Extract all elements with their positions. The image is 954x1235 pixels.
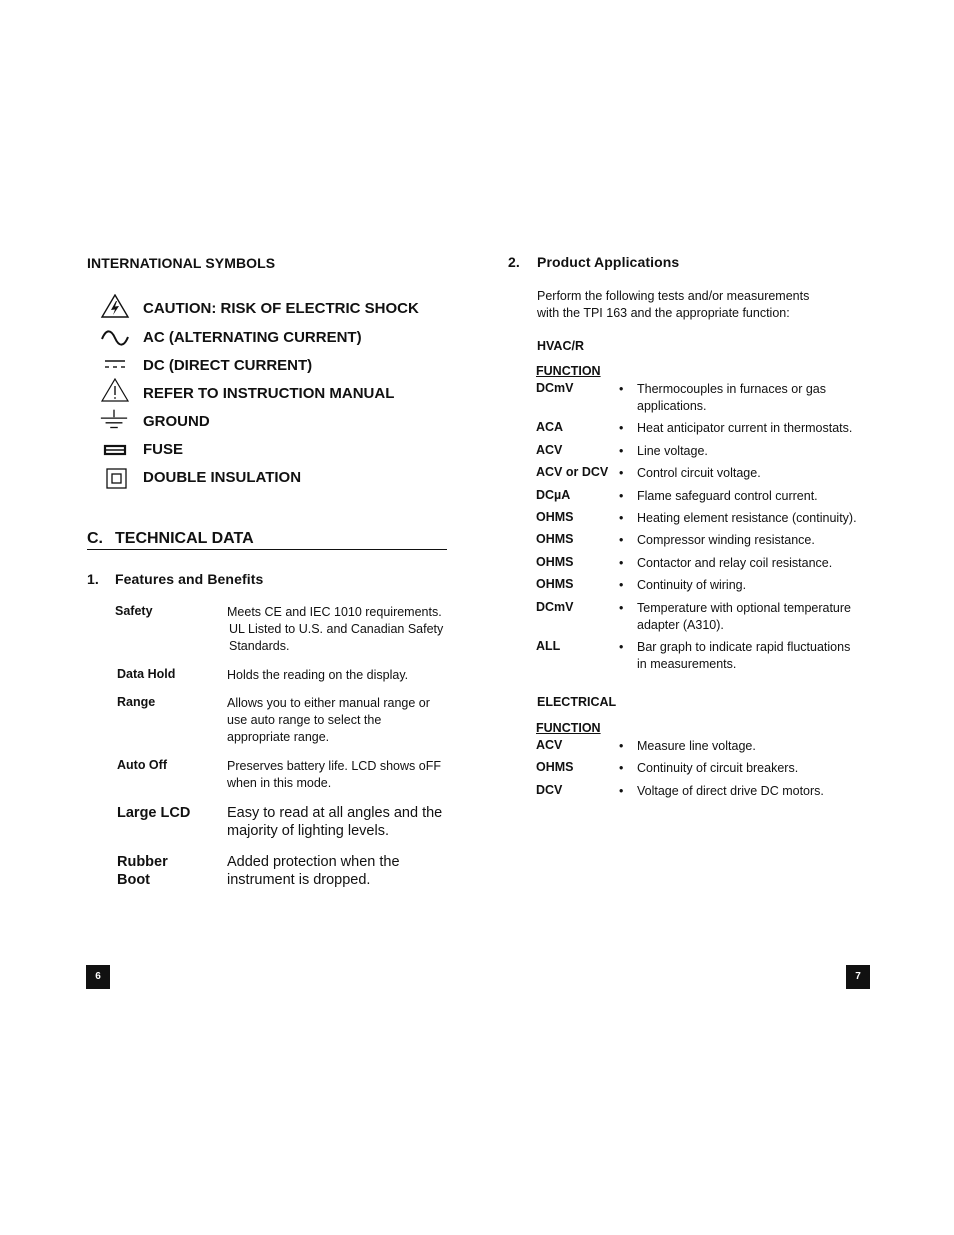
page-number-right: 7 bbox=[846, 965, 870, 989]
function-name: ALL bbox=[536, 639, 561, 653]
tech-data-title: TECHNICAL DATA bbox=[115, 530, 254, 547]
feature-term: Large LCD bbox=[117, 805, 191, 821]
bullet: • bbox=[619, 761, 624, 775]
double-insulation-icon bbox=[101, 467, 131, 491]
feature-term: Data Hold bbox=[117, 667, 176, 681]
symbols-heading: INTERNATIONAL SYMBOLS bbox=[87, 255, 276, 271]
bullet: • bbox=[619, 784, 624, 798]
electrical-heading: ELECTRICAL bbox=[537, 695, 617, 709]
dc-current-icon bbox=[100, 353, 130, 377]
application-description: Bar graph to indicate rapid fluctuations in measurements. bbox=[637, 640, 851, 671]
application-description: Heat anticipator current in thermostats. bbox=[637, 421, 853, 435]
function-name: OHMS bbox=[536, 577, 574, 591]
function-label: FUNCTION bbox=[536, 721, 601, 735]
function-name: OHMS bbox=[536, 510, 574, 524]
bullet: • bbox=[619, 601, 624, 615]
function-name: OHMS bbox=[536, 555, 574, 569]
application-description: Control circuit voltage. bbox=[637, 466, 761, 480]
function-name: DCmV bbox=[536, 600, 574, 614]
function-name: DCmV bbox=[536, 381, 574, 395]
bullet: • bbox=[619, 466, 624, 480]
symbol-label: REFER TO INSTRUCTION MANUAL bbox=[143, 385, 395, 402]
function-name: DCµA bbox=[536, 488, 571, 502]
symbol-label: AC (ALTERNATING CURRENT) bbox=[143, 329, 362, 346]
hvac-heading: HVAC/R bbox=[537, 339, 584, 353]
function-name: ACA bbox=[536, 420, 564, 434]
feature-term: Rubber Boot bbox=[117, 854, 168, 888]
application-description: Temperature with optional temperature adapter (A310). bbox=[637, 601, 852, 632]
bullet: • bbox=[619, 533, 624, 547]
feature-term: Safety bbox=[115, 604, 153, 618]
ac-sine-wave-icon bbox=[100, 326, 130, 350]
function-name: ACV or DCV bbox=[536, 465, 609, 479]
feature-description: Added protection when the instrument is dropped. bbox=[227, 854, 400, 888]
symbol-label: FUSE bbox=[143, 441, 184, 458]
features-number: 1. bbox=[87, 571, 99, 587]
features-title: Features and Benefits bbox=[115, 571, 264, 587]
symbol-label: DOUBLE INSULATION bbox=[143, 469, 302, 486]
apps-number: 2. bbox=[508, 254, 520, 270]
feature-term: Auto Off bbox=[117, 758, 167, 772]
application-description: Contactor and relay coil resistance. bbox=[637, 556, 833, 570]
application-description: Continuity of wiring. bbox=[637, 578, 747, 592]
fuse-icon bbox=[100, 438, 130, 462]
section-rule bbox=[87, 549, 447, 550]
bullet: • bbox=[619, 640, 624, 654]
symbol-label: CAUTION: RISK OF ELECTRIC SHOCK bbox=[143, 300, 419, 317]
application-description: Measure line voltage. bbox=[637, 739, 756, 753]
bullet: • bbox=[619, 489, 624, 503]
bullet: • bbox=[619, 578, 624, 592]
application-description: Continuity of circuit breakers. bbox=[637, 761, 799, 775]
symbol-label: DC (DIRECT CURRENT) bbox=[143, 357, 313, 374]
function-name: OHMS bbox=[536, 760, 574, 774]
ground-icon bbox=[99, 408, 129, 432]
bullet: • bbox=[619, 556, 624, 570]
apps-title: Product Applications bbox=[537, 254, 680, 270]
function-name: DCV bbox=[536, 783, 563, 797]
application-description: Flame safeguard control current. bbox=[637, 489, 818, 503]
function-name: ACV bbox=[536, 443, 563, 457]
application-description: Compressor winding resistance. bbox=[637, 533, 815, 547]
feature-description: Holds the reading on the display. bbox=[227, 668, 409, 682]
application-description: Voltage of direct drive DC motors. bbox=[637, 784, 824, 798]
bullet: • bbox=[619, 739, 624, 753]
function-name: OHMS bbox=[536, 532, 574, 546]
feature-term: Range bbox=[117, 695, 156, 709]
symbol-label: GROUND bbox=[143, 413, 210, 430]
electric-shock-warning-icon bbox=[100, 294, 130, 318]
bullet: • bbox=[619, 444, 624, 458]
bullet: • bbox=[619, 421, 624, 435]
feature-description: Easy to read at all angles and the majority of lighting levels. bbox=[227, 805, 443, 839]
tech-data-number: C. bbox=[87, 530, 103, 547]
feature-description: Allows you to either manual range or use auto range to select the appropriate range. bbox=[227, 696, 430, 744]
feature-description: Preserves battery life. LCD shows oFF when in this mode. bbox=[227, 759, 441, 790]
warning-triangle-icon bbox=[100, 378, 130, 402]
application-description: Thermocouples in furnaces or gas applications. bbox=[637, 382, 826, 413]
function-label: FUNCTION bbox=[536, 364, 601, 378]
bullet: • bbox=[619, 382, 624, 396]
bullet: • bbox=[619, 511, 624, 525]
page-number-left: 6 bbox=[86, 965, 110, 989]
application-description: Line voltage. bbox=[637, 444, 708, 458]
feature-description: Meets CE and IEC 1010 requirements. UL Listed to U.S. and Canadian Safety Standards. bbox=[227, 605, 444, 653]
function-name: ACV bbox=[536, 738, 563, 752]
apps-intro: Perform the following tests and/or measurements with the TPI 163 and the appropriate function: bbox=[537, 289, 810, 320]
application-description: Heating element resistance (continuity). bbox=[637, 511, 857, 525]
